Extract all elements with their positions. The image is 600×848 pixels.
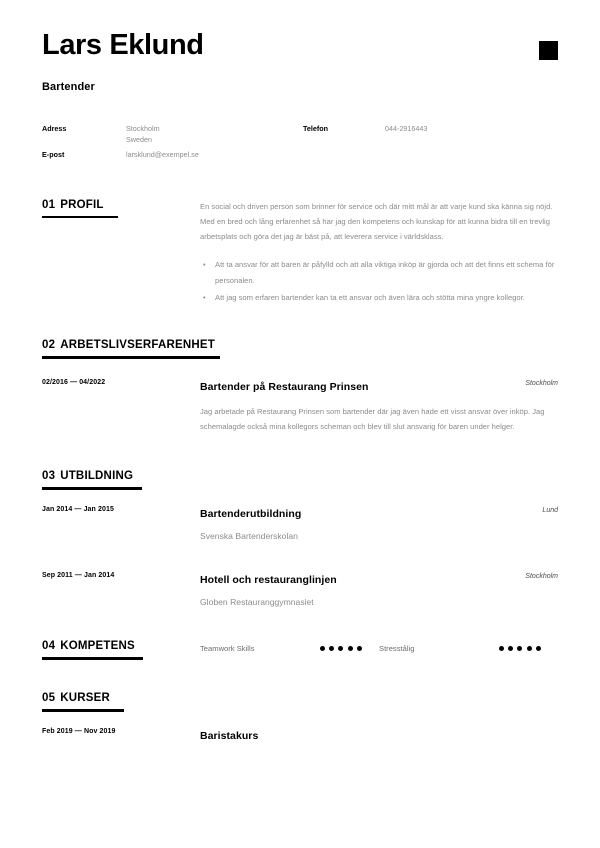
rating-dot-filled: [329, 646, 334, 651]
section-skills-rule: [42, 657, 143, 660]
education-entry-title: Hotell och restauranglinjen: [200, 574, 337, 587]
profile-paragraph: En social och driven person som brinner för service och där mitt mål är att varje kund ska känna sig nöjd. Med en bred och lång erfarenhet så har jag den kompetens och kunskap för att kunna bidra till en trevlig arbetsplats och göra det jag är bäst på, att leverera service i världsklass.: [200, 201, 553, 242]
education-entry-date: Sep 2011 — Jan 2014: [42, 572, 115, 580]
section-profile-rule: [42, 216, 118, 219]
email-label: E-post: [42, 149, 65, 159]
list-item: • Att ta ansvar för att baren är påfylld och att alla viktiga inköp är gjorda och att det finns ett schema för personalen.: [200, 257, 558, 287]
section-education-number: 03: [42, 470, 56, 483]
candidate-job-title: Bartender: [42, 80, 95, 93]
skill-name: Stresstålig: [379, 643, 415, 653]
education-entry-head: [200, 504, 558, 522]
section-education-rule: [42, 487, 142, 490]
profile-bullet-list: [200, 257, 558, 305]
section-experience-rule: [42, 356, 220, 359]
education-entry-school: Globen Restauranggymnasiet: [200, 597, 314, 608]
resume-header: [42, 0, 558, 93]
rating-dot-filled: [527, 646, 532, 651]
section-profile-heading: [42, 199, 118, 219]
photo-placeholder: [539, 41, 558, 60]
section-skills-heading: [42, 640, 143, 660]
section-skills-number: 04: [42, 640, 56, 653]
section-profile-number: 01: [42, 198, 56, 211]
section-profile-title: PROFIL: [60, 198, 104, 211]
education-entry-school: Svenska Bartenderskolan: [200, 531, 298, 542]
education-entry-location: Lund: [542, 507, 558, 515]
rating-dot-filled: [348, 646, 353, 651]
email-value: larsklund@exempel.se: [126, 149, 199, 159]
section-experience-number: 02: [42, 339, 56, 352]
education-entry-title: Bartenderutbildning: [200, 508, 302, 521]
section-skills-body: [200, 640, 558, 656]
section-experience: [42, 339, 558, 434]
section-education: [42, 470, 558, 607]
section-education-heading: [42, 470, 142, 490]
skill-item: [200, 640, 379, 656]
education-entry-location: Stockholm: [525, 573, 558, 581]
course-entry-date: Feb 2019 — Nov 2019: [42, 728, 116, 736]
course-entry: [42, 726, 558, 744]
section-courses: [42, 692, 558, 744]
skill-rating-dots: [320, 646, 362, 651]
experience-entry-date: 02/2016 — 04/2022: [42, 379, 106, 387]
experience-entry-title: Bartender på Restaurang Prinsen: [200, 381, 369, 394]
skills-grid: [200, 640, 558, 656]
section-courses-heading: [42, 692, 124, 712]
experience-entry-description: Jag arbetade på Restaurang Prinsen som bartender där jag även hade ett visst ansvar över inköp. Jag schemalagde också mina kollegors scheman och blev till slut ansvarig för baren under helger.: [200, 407, 545, 432]
experience-entry: [42, 377, 558, 434]
course-entry-head: [200, 726, 558, 744]
section-courses-rule: [42, 709, 124, 712]
section-skills-title: KOMPETENS: [60, 640, 135, 653]
experience-entry-head: [200, 377, 558, 395]
education-entry: [42, 504, 558, 542]
contact-details: [42, 123, 558, 169]
education-entry: [42, 570, 558, 608]
section-profile-body: [200, 199, 558, 305]
rating-dot-filled: [357, 646, 362, 651]
section-courses-title: KURSER: [60, 692, 110, 705]
rating-dot-filled: [536, 646, 541, 651]
rating-dot-filled: [508, 646, 513, 651]
phone-value: 044-2916443: [385, 123, 428, 133]
section-courses-number: 05: [42, 692, 56, 705]
candidate-name: Lars Eklund: [42, 29, 204, 61]
address-line-1: Stockholm: [126, 123, 160, 133]
address-label: Adress: [42, 123, 67, 133]
skill-name: Teamwork Skills: [200, 643, 255, 653]
rating-dot-filled: [338, 646, 343, 651]
skill-item: [379, 640, 558, 656]
phone-label: Telefon: [303, 123, 329, 133]
rating-dot-filled: [499, 646, 504, 651]
list-item: • Att jag som erfaren bartender kan ta ett ansvar och även lära och stötta mina yngre kollegor.: [200, 290, 558, 305]
rating-dot-filled: [517, 646, 522, 651]
rating-dot-filled: [320, 646, 325, 651]
education-entry-date: Jan 2014 — Jan 2015: [42, 506, 114, 514]
section-skills: [42, 640, 558, 656]
education-entry-head: [200, 570, 558, 588]
address-line-2: Sweden: [126, 135, 152, 145]
experience-entry-location: Stockholm: [525, 380, 558, 388]
section-experience-title: ARBETSLIVSERFARENHET: [60, 339, 215, 352]
section-experience-heading: [42, 339, 220, 359]
address-value: [126, 123, 160, 145]
section-education-title: UTBILDNING: [60, 470, 134, 483]
course-entry-title: Baristakurs: [200, 730, 259, 743]
section-profile: [42, 199, 558, 305]
skill-rating-dots: [499, 646, 541, 651]
